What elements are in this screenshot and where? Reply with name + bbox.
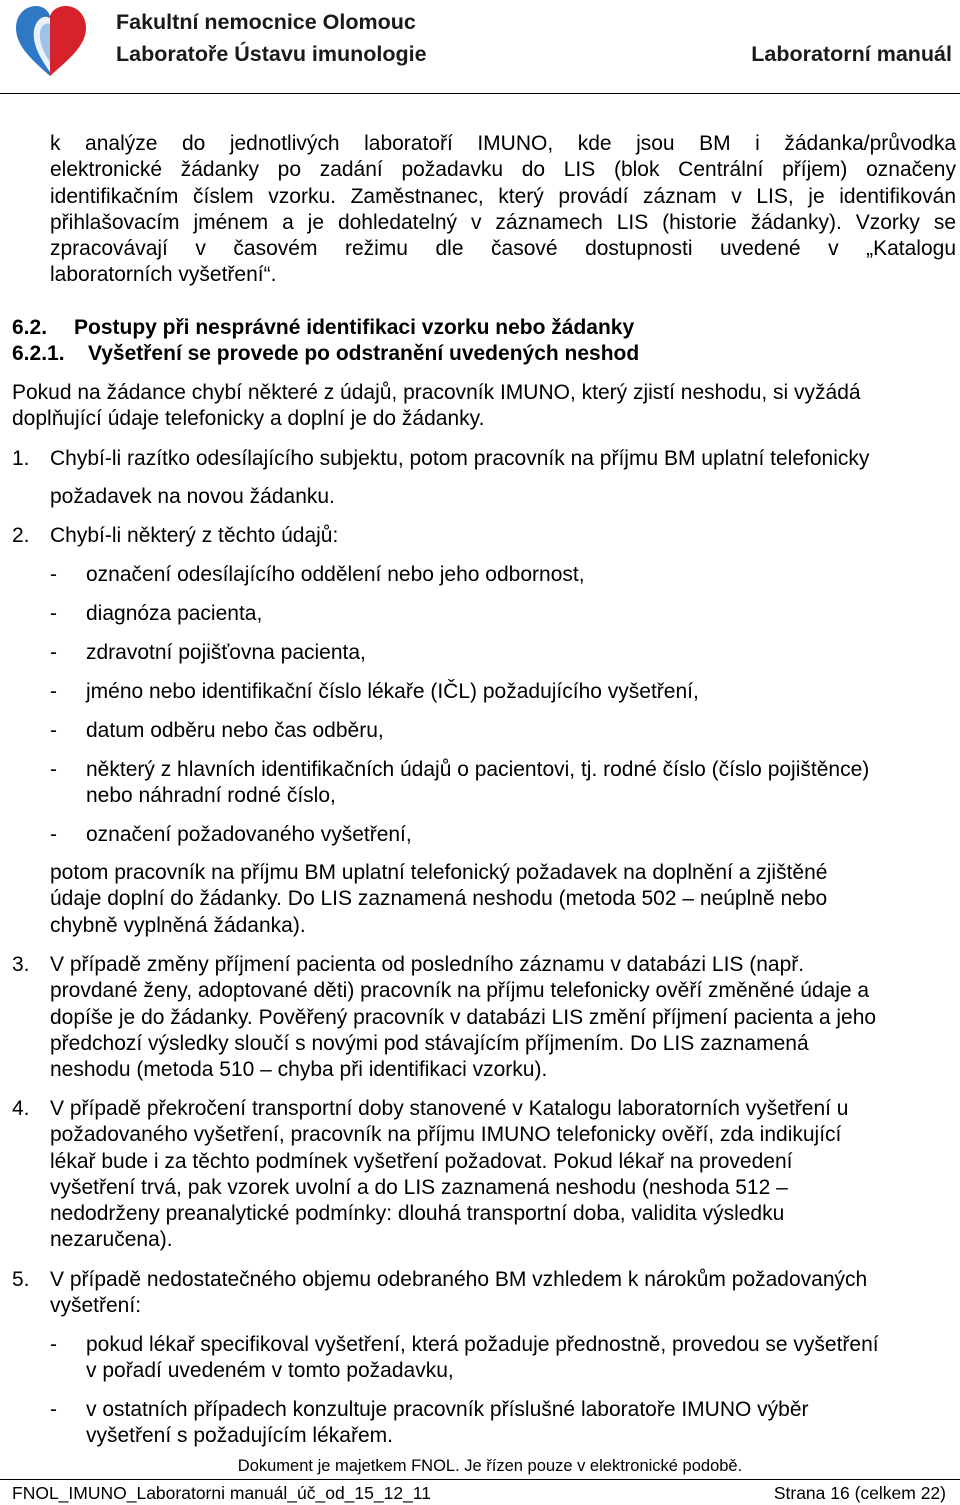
footer-ownership-note: Dokument je majetkem FNOL. Je řízen pouze v elektronické podobě. (237, 1457, 743, 1475)
list-number: 3. (12, 953, 30, 976)
text-line: nebo náhradní rodné číslo, (86, 784, 336, 807)
text-line: provdané ženy, adoptované děti) pracovník na příjmu telefonicky ověří změněné údaje a (50, 979, 870, 1003)
section-number: 6.2. (12, 316, 48, 339)
text-line: Chybí-li některý z těchto údajů: (50, 524, 339, 547)
bullet-dash: - (50, 1333, 57, 1356)
list-number: 1. (12, 447, 30, 470)
text-line: elektronické žádanky po zadání požadavku do LIS (blok Centrální příjem) označeny (50, 158, 956, 182)
list-number: 2. (12, 524, 30, 547)
text-line: laboratorních vyšetření“. (50, 263, 277, 287)
text-line: k analýze do jednotlivých laboratoří IMUNO, kde jsou BM i žádanka/průvodka (50, 132, 956, 155)
list-number: 5. (12, 1268, 30, 1291)
text-line: požadavek na novou žádanku. (50, 485, 335, 508)
text-line: nedodrženy preanalytické podmínky: dlouhá transportní doba, validita výsledku (50, 1202, 785, 1226)
text-line: neshodu (metoda 510 – chyba při identifikaci vzorku). (50, 1058, 548, 1082)
text-line: Chybí-li razítko odesílajícího subjektu, potom pracovník na příjmu BM uplatní telefonicky (50, 447, 870, 470)
text-line: Pokud na žádance chybí některé z údajů, pracovník IMUNO, který zjistí neshodu, si vyžádá (12, 381, 861, 404)
section-heading-6-2 (12, 315, 634, 341)
text-line: V případě překročení transportní doby stanovené v Katalogu laboratorních vyšetření u (50, 1097, 849, 1120)
header-organization: Fakultní nemocnice Olomouc (116, 10, 416, 34)
header-divider (0, 93, 960, 94)
text-line: jméno nebo identifikační číslo lékaře (IČL) požadujícího vyšetření, (86, 680, 699, 703)
text-line: chybně vyplněná žádanka). (50, 913, 306, 937)
text-line: potom pracovník na příjmu BM uplatní telefonický požadavek na doplnění a zjištěné (50, 861, 828, 884)
section-title: Vyšetření se provede po odstranění uvedených neshod (88, 342, 640, 365)
section-heading-6-2-1 (12, 341, 639, 367)
page-header (0, 0, 960, 95)
footer-document-id: FNOL_IMUNO_Laboratorni manuál_úč_od_15_12_11 (12, 1483, 431, 1503)
text-line: nezaručena). (50, 1228, 173, 1252)
text-line: v ostatních případech konzultuje pracovník příslušné laboratoře IMUNO výběr (86, 1398, 809, 1421)
bullet-dash: - (50, 719, 57, 742)
text-line: identifikačním číslem vzorku. Zaměstnanec, který provádí záznam v LIS, je identifikován (50, 184, 956, 208)
bullet-dash: - (50, 823, 57, 846)
intro-paragraph (50, 131, 956, 289)
bullet-dash: - (50, 641, 57, 664)
text-line: některý z hlavních identifikačních údajů o pacientovi, tj. rodné číslo (číslo pojištěnce) (86, 758, 870, 781)
text-line: vyšetření trvá, pak vzorek uvolní a do LIS zaznamená neshodu (neshoda 512 – (50, 1175, 788, 1199)
text-line: požadovaného vyšetření, pracovník na příjmu IMUNO telefonicky ověří, zda indikující (50, 1123, 842, 1147)
text-line: označení odesílajícího oddělení nebo jeho odbornost, (86, 563, 585, 586)
text-line: označení požadovaného vyšetření, (86, 823, 412, 846)
missing-data-paragraph (12, 380, 956, 433)
list-continuation (50, 860, 950, 939)
section-number: 6.2.1. (12, 342, 65, 365)
bullet-dash: - (50, 602, 57, 625)
text-line: datum odběru nebo čas odběru, (86, 719, 384, 742)
header-manual-title: Laboratorní manuál (751, 42, 952, 66)
text-line: přihlašovacím jménem a je dohledatelný v záznamech LIS (historie žádanky). Vzorky se (50, 210, 956, 234)
footer-divider (0, 1479, 960, 1480)
text-line: dopíše je do žádanky. Pověřený pracovník v databázi LIS změní příjmení pacienta a jeho (50, 1005, 877, 1029)
text-line: údaje doplní do žádanky. Do LIS zaznamená neshodu (metoda 502 – neúplně nebo (50, 887, 828, 911)
bullet-dash: - (50, 758, 57, 781)
text-line: vyšetření s požadujícím lékařem. (86, 1424, 393, 1447)
text-line: v pořadí uvedeném v tomto požadavku, (86, 1359, 454, 1382)
text-line: V případě nedostatečného objemu odebraného BM vzhledem k nárokům požadovaných (50, 1268, 868, 1291)
text-line: vyšetření: (50, 1294, 142, 1318)
text-line: zdravotní pojišťovna pacienta, (86, 641, 366, 664)
text-line: pokud lékař specifikoval vyšetření, která požaduje přednostně, provedou se vyšetření (86, 1333, 879, 1356)
section-title: Postupy při nesprávné identifikaci vzorku nebo žádanky (74, 316, 635, 339)
text-line: lékař bude i za těchto podmínek vyšetření požadovat. Pokud lékař na provedení (50, 1149, 793, 1173)
text-line: zpracovávají v časovém režimu dle časové dostupnosti uvedené v „Katalogu (50, 237, 956, 261)
text-line: V případě změny příjmení pacienta od posledního záznamu v databázi LIS (např. (50, 953, 805, 976)
bullet-dash: - (50, 1398, 57, 1421)
list-number: 4. (12, 1097, 30, 1120)
bullet-dash: - (50, 680, 57, 703)
text-line: předchozí výsledky sloučí s novými pod stávajícím příjmením. Do LIS zaznamená (50, 1031, 809, 1055)
text-line: doplňující údaje telefonicky a doplní je do žádanky. (12, 407, 485, 431)
footer-page-number: Strana 16 (celkem 22) (773, 1483, 946, 1503)
fnol-logo-icon (10, 2, 90, 78)
header-laboratory: Laboratoře Ústavu imunologie (116, 42, 427, 66)
text-line: diagnóza pacienta, (86, 602, 263, 625)
bullet-dash: - (50, 563, 57, 586)
